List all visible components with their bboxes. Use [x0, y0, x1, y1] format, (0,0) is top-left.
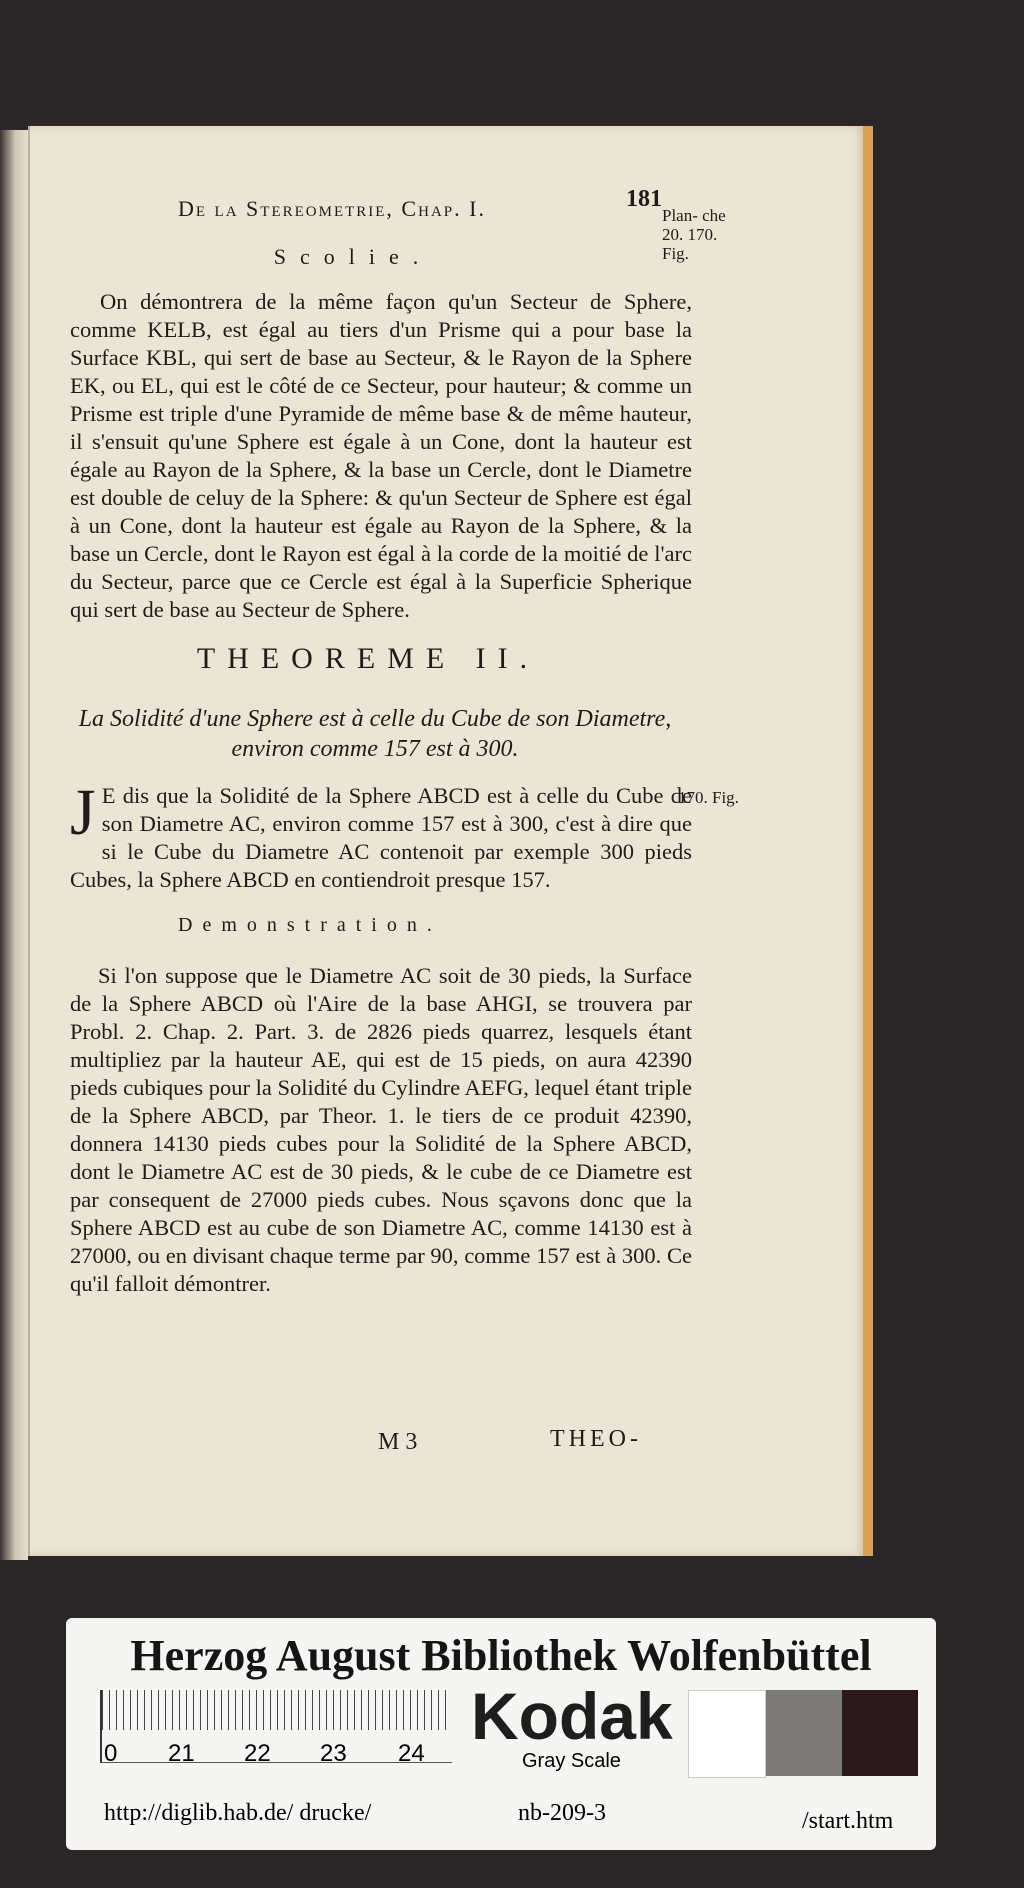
ruler-number: 0: [104, 1740, 118, 1767]
scolie-heading: Scolie.: [273, 244, 433, 269]
theorem-title: THEOREME II.: [196, 642, 540, 675]
black-swatch: [842, 1690, 918, 1776]
ruler-ticks: [102, 1690, 452, 1730]
book-page: [28, 126, 873, 1556]
ruler-number: 23: [320, 1740, 347, 1767]
library-name: Herzog August Bibliothek Wolfenbüttel: [130, 1631, 872, 1680]
ruler-number: 22: [244, 1740, 271, 1767]
ruler: [100, 1690, 452, 1767]
demonstration-heading: Demonstration.: [178, 914, 442, 936]
start-page-path: /start.htm: [802, 1808, 894, 1834]
ruler-number: 21: [168, 1740, 195, 1767]
drop-cap: J: [70, 776, 96, 849]
proposition-text: E dis que la Solidité de la Sphere ABCD est à celle du Cube de son Diametre AC, environ comme 157 est à 300, c'est à dire que si le Cube du Diametre AC contenoit par exemple 300 pieds Cubes, la Sphere ABCD en contiendroit presque 157.: [70, 783, 692, 892]
ruler-number: 24: [398, 1740, 425, 1767]
catchword: THEO-: [550, 1426, 642, 1452]
gray-swatch: [766, 1690, 842, 1776]
margin-note-plate: Plan- che 20. 170. Fig.: [662, 206, 726, 263]
demonstration-paragraph: Si l'on suppose que le Diametre AC soit de 30 pieds, la Surface de la Sphere ABCD où l'Aire de la base AHGI, se trouvera par Probl. 2. Chap. 2. Part. 3. de 2826 pieds quarrez, lesquels étant multipliez par la hauteur AE, qui est de 15 pieds, on aura 42390 pieds cubiques pour la Solidité du Cylindre AEFG, lequel étant triple de la Sphere ABCD, par Theor. 1. le tiers de ce produit 42390, donnera 14130 pieds cubes pour la Solidité de la Sphere ABCD, dont le Diametre AC est de 30 pieds, & le cube de ce Diametre est par consequent de 27000 pieds cubes. Nous sçavons donc que la Sphere ABCD est au cube de son Diametre AC, comme 14130 est à 27000, ou en divisant chaque terme par 90, comme 157 est à 300. Ce qu'il falloit démontrer.: [70, 963, 692, 1296]
running-head: De la Stereometrie, Chap. I.: [178, 196, 486, 221]
theorem-statement: La Solidité d'une Sphere est à celle du Cube de son Diametre, environ comme 157 est à 300.: [78, 706, 672, 762]
margin-note-figure: 170. Fig.: [678, 788, 739, 807]
source-url: http://diglib.hab.de/ drucke/: [104, 1800, 372, 1826]
document-id: nb-209-3: [518, 1800, 606, 1826]
page-fold-line: [28, 126, 30, 1556]
color-calibration-target: [66, 1618, 936, 1850]
page-number: 181: [626, 186, 662, 212]
left-page-edge: [0, 130, 28, 1560]
gray-scale-label: Gray Scale: [522, 1750, 621, 1772]
signature-mark: M 3: [378, 1429, 418, 1455]
white-swatch: [688, 1690, 766, 1778]
theorem-proposition-paragraph: [70, 776, 692, 894]
scolie-paragraph: On démontrera de la même façon qu'un Secteur de Sphere, comme KELB, est égal au tiers d'un Prisme qui a pour base la Surface KBL, qui sert de base au Secteur, & le Rayon de la Sphere EK, ou EL, qui est le côté de ce Secteur, pour hauteur; & comme un Prisme est triple d'une Pyramide de même base & de même hauteur, il s'ensuit qu'une Sphere est égale à un Cone, dont la hauteur est égale au Rayon de la Sphere, & la base un Cercle, dont le Diametre est double de celuy de la Sphere: & qu'un Secteur de Sphere est égal à un Cone, dont la hauteur est égale au Rayon de la Sphere, & la base un Cercle, dont le Rayon est égal à la corde de la moitié de l'arc du Secteur, parce que ce Cercle est égal à la Superficie Spherique qui sert de base au Secteur de Sphere.: [70, 289, 692, 622]
kodak-logo: Kodak: [471, 1679, 673, 1753]
